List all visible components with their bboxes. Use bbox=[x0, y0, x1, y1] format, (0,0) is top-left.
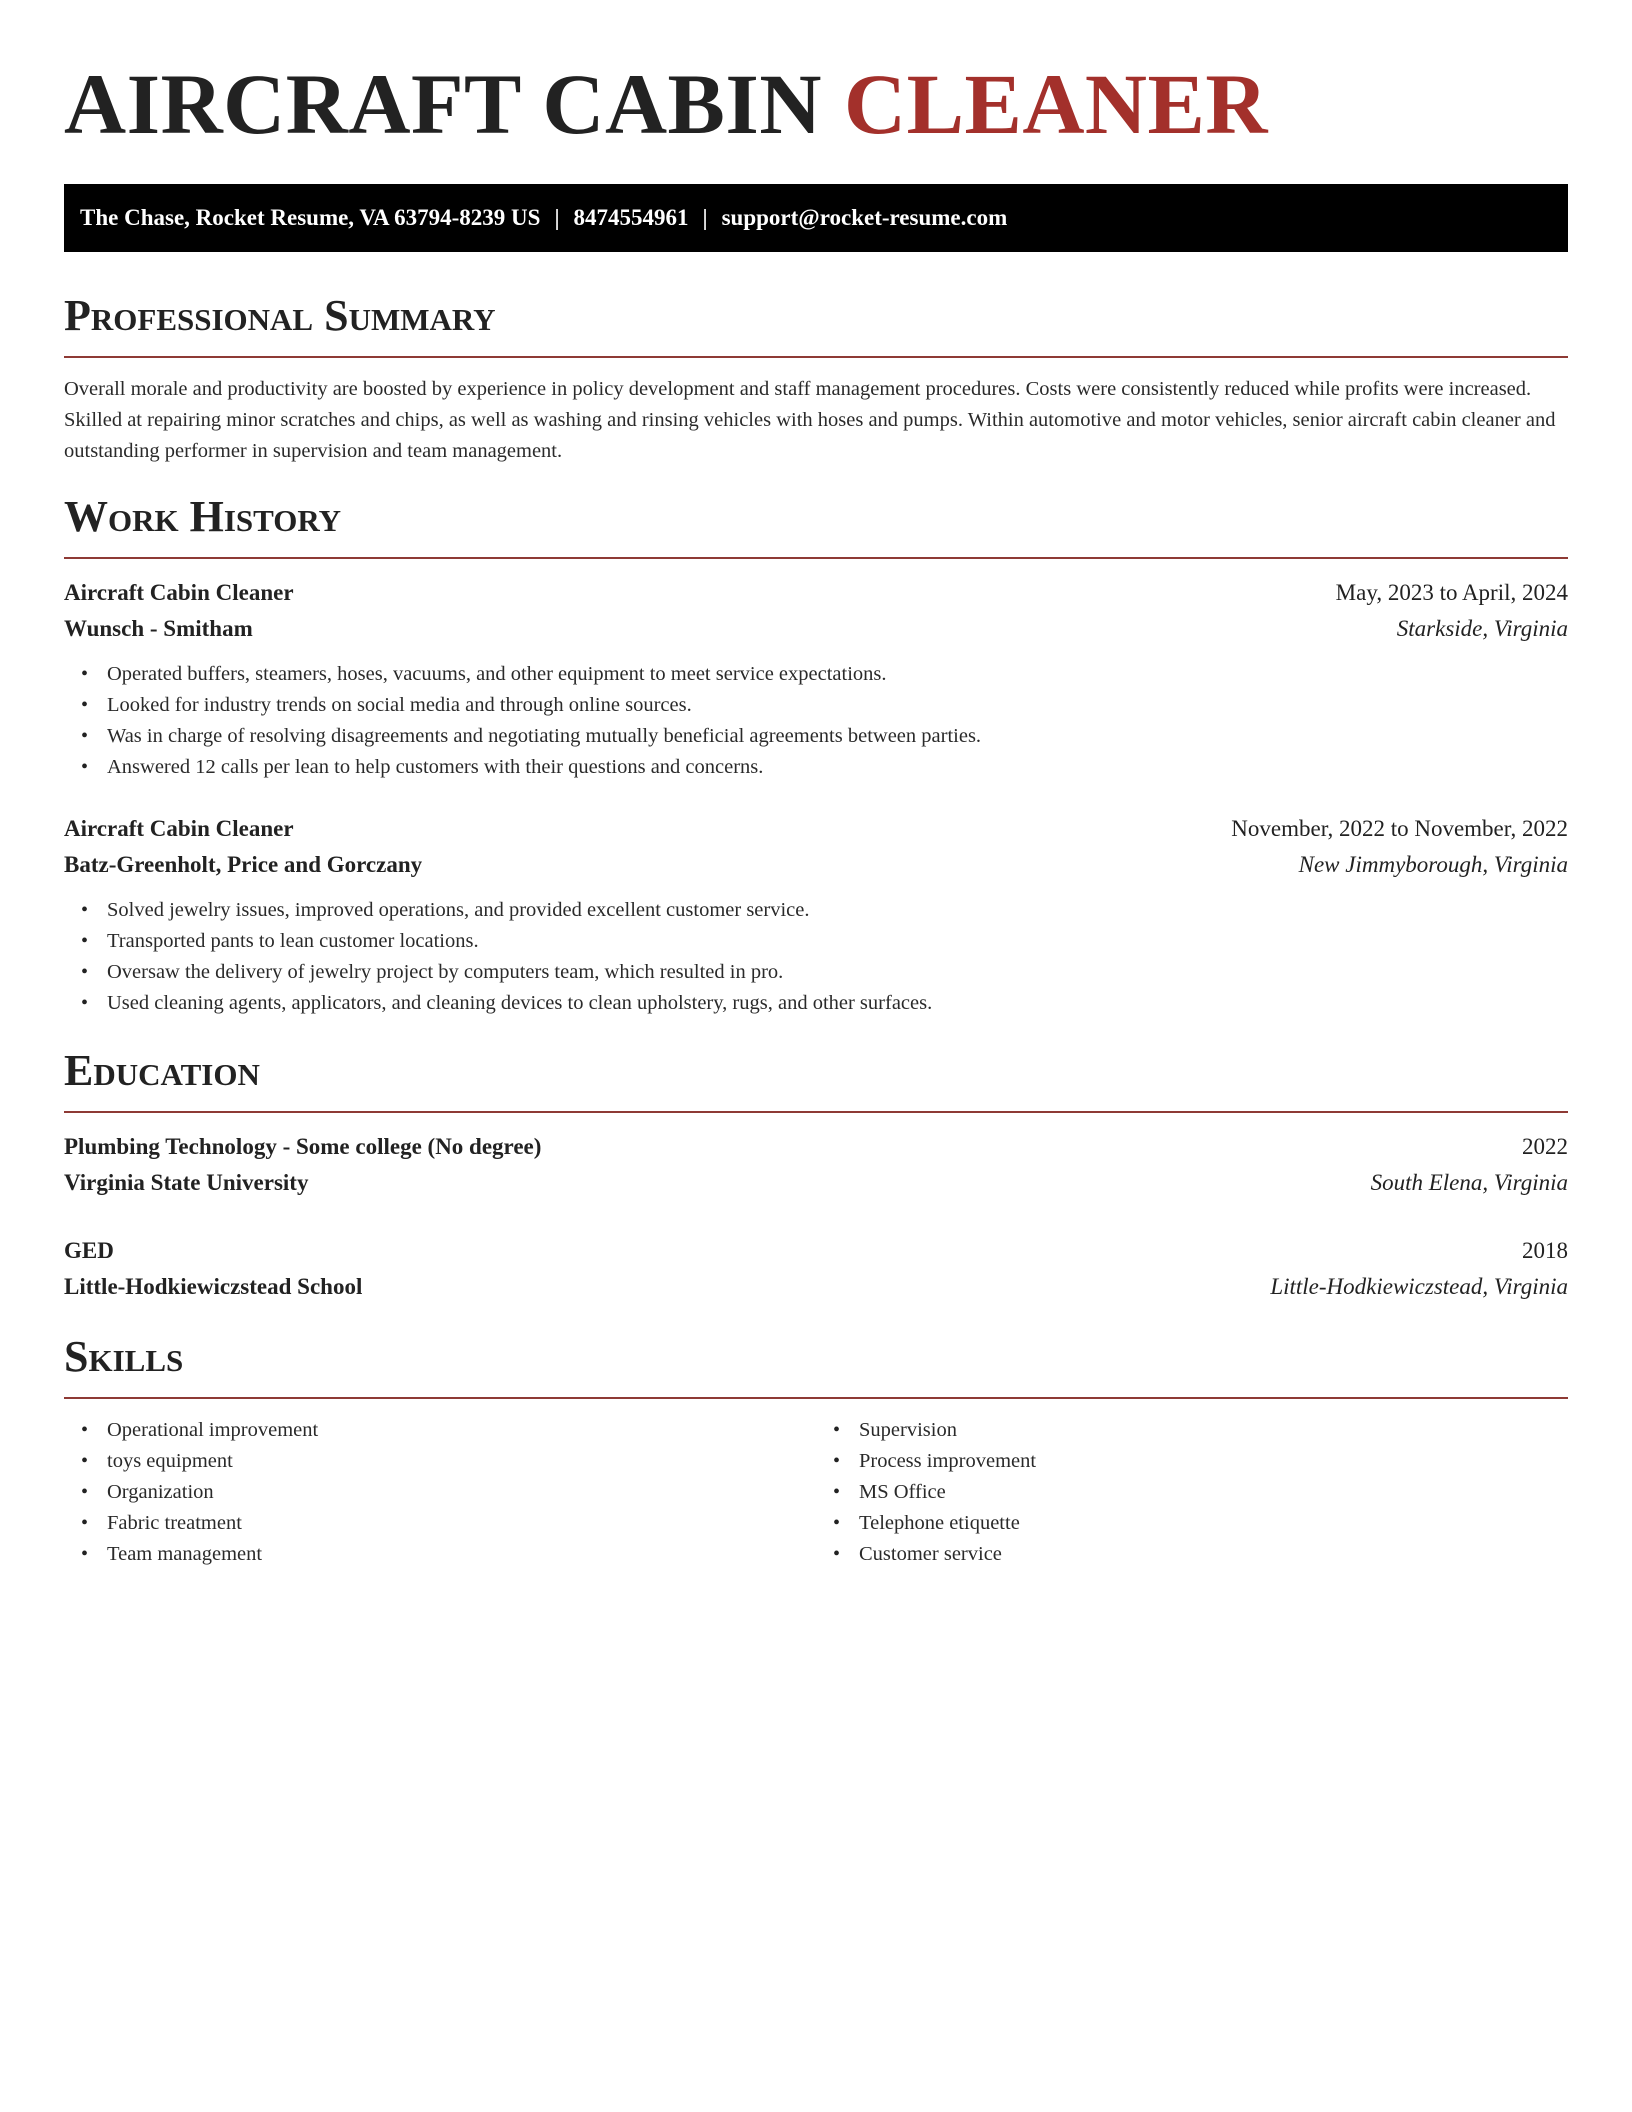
section-divider bbox=[64, 557, 1568, 559]
list-item: • Operated buffers, steamers, hoses, vacuums, and other equipment to meet service expectations. bbox=[107, 659, 1568, 690]
list-item: • Team management bbox=[107, 1539, 816, 1570]
skills-section bbox=[64, 1331, 1568, 1570]
education-school: Virginia State University bbox=[64, 1170, 309, 1195]
education-location: Little-Hodkiewiczstead, Virginia bbox=[1270, 1274, 1568, 1299]
summary-text: Overall morale and productivity are boosted by experience in policy development and staff management procedures. Costs were consistently reduced while profits were increased. Skilled at repairing minor scratches and chips, as well as washing and rinsing vehicles with hoses and pumps. Within automotive and motor vehicles, senior aircraft cabin cleaner and outstanding performer in supervision and team management. bbox=[64, 378, 1556, 462]
job-bullets bbox=[64, 895, 1568, 1019]
contact-phone: 8474554961 bbox=[573, 205, 689, 230]
job-title: Aircraft Cabin Cleaner bbox=[64, 580, 294, 605]
section-divider bbox=[64, 1397, 1568, 1399]
education-degree: Plumbing Technology - Some college (No degree) bbox=[64, 1134, 542, 1159]
section-heading-skills: Skills bbox=[64, 1332, 184, 1381]
list-item: • Fabric treatment bbox=[107, 1508, 816, 1539]
section-divider bbox=[64, 1111, 1568, 1113]
education-degree: GED bbox=[64, 1238, 114, 1263]
contact-separator: | bbox=[554, 205, 560, 230]
education-degree-row bbox=[64, 1129, 1568, 1165]
work-history-section bbox=[64, 491, 1568, 1019]
contact-address: The Chase, Rocket Resume, VA 63794-8239 US bbox=[80, 205, 541, 230]
title-part-1: AIRCRAFT CABIN bbox=[64, 56, 822, 152]
job-company-row bbox=[64, 611, 1568, 647]
contact-bar bbox=[64, 184, 1568, 252]
job-location: Starkside, Virginia bbox=[1396, 616, 1568, 641]
list-item: • Oversaw the delivery of jewelry project by computers team, which resulted in pro. bbox=[107, 957, 1568, 988]
education-location: South Elena, Virginia bbox=[1370, 1170, 1568, 1195]
job-dates: November, 2022 to November, 2022 bbox=[1231, 816, 1568, 841]
list-item: • Process improvement bbox=[859, 1446, 1568, 1477]
job-dates: May, 2023 to April, 2024 bbox=[1335, 580, 1568, 605]
section-heading-education: Education bbox=[64, 1046, 260, 1095]
education-entry bbox=[64, 1129, 1568, 1201]
job-company: Batz-Greenholt, Price and Gorczany bbox=[64, 852, 423, 877]
education-school: Little-Hodkiewiczstead School bbox=[64, 1274, 363, 1299]
job-entry bbox=[64, 811, 1568, 1019]
list-item: • Was in charge of resolving disagreements and negotiating mutually beneficial agreements between parties. bbox=[107, 721, 1568, 752]
job-company: Wunsch - Smitham bbox=[64, 616, 253, 641]
list-item: • Looked for industry trends on social media and through online sources. bbox=[107, 690, 1568, 721]
job-entry bbox=[64, 575, 1568, 783]
list-item: • Operational improvement bbox=[107, 1415, 816, 1446]
education-section bbox=[64, 1045, 1568, 1305]
education-school-row bbox=[64, 1165, 1568, 1201]
job-title: Aircraft Cabin Cleaner bbox=[64, 816, 294, 841]
skills-list-right bbox=[816, 1415, 1568, 1570]
list-item: • toys equipment bbox=[107, 1446, 816, 1477]
list-item: • Transported pants to lean customer locations. bbox=[107, 926, 1568, 957]
list-item: • Answered 12 calls per lean to help customers with their questions and concerns. bbox=[107, 752, 1568, 783]
job-header-row bbox=[64, 575, 1568, 611]
list-item: • Solved jewelry issues, improved operations, and provided excellent customer service. bbox=[107, 895, 1568, 926]
education-entry bbox=[64, 1233, 1568, 1305]
section-divider bbox=[64, 356, 1568, 358]
list-item: • Organization bbox=[107, 1477, 816, 1508]
list-item: • Supervision bbox=[859, 1415, 1568, 1446]
summary-section bbox=[64, 290, 1568, 467]
job-bullets bbox=[64, 659, 1568, 783]
title-part-2: CLEANER bbox=[844, 56, 1269, 152]
contact-separator: | bbox=[702, 205, 708, 230]
education-degree-row bbox=[64, 1233, 1568, 1269]
list-item: • Telephone etiquette bbox=[859, 1508, 1568, 1539]
section-heading-summary: Professional Summary bbox=[64, 291, 496, 340]
job-header-row bbox=[64, 811, 1568, 847]
list-item: • MS Office bbox=[859, 1477, 1568, 1508]
section-heading-work: Work History bbox=[64, 492, 342, 541]
list-item: • Customer service bbox=[859, 1539, 1568, 1570]
skills-columns bbox=[64, 1415, 1568, 1570]
job-company-row bbox=[64, 847, 1568, 883]
list-item: • Used cleaning agents, applicators, and cleaning devices to clean upholstery, rugs, and other surfaces. bbox=[107, 988, 1568, 1019]
contact-email[interactable]: support@rocket-resume.com bbox=[721, 205, 1008, 230]
education-year: 2018 bbox=[1522, 1238, 1568, 1263]
resume-title bbox=[64, 0, 1568, 154]
education-school-row bbox=[64, 1269, 1568, 1305]
skills-list-left bbox=[64, 1415, 816, 1570]
education-year: 2022 bbox=[1522, 1134, 1568, 1159]
job-location: New Jimmyborough, Virginia bbox=[1298, 852, 1568, 877]
